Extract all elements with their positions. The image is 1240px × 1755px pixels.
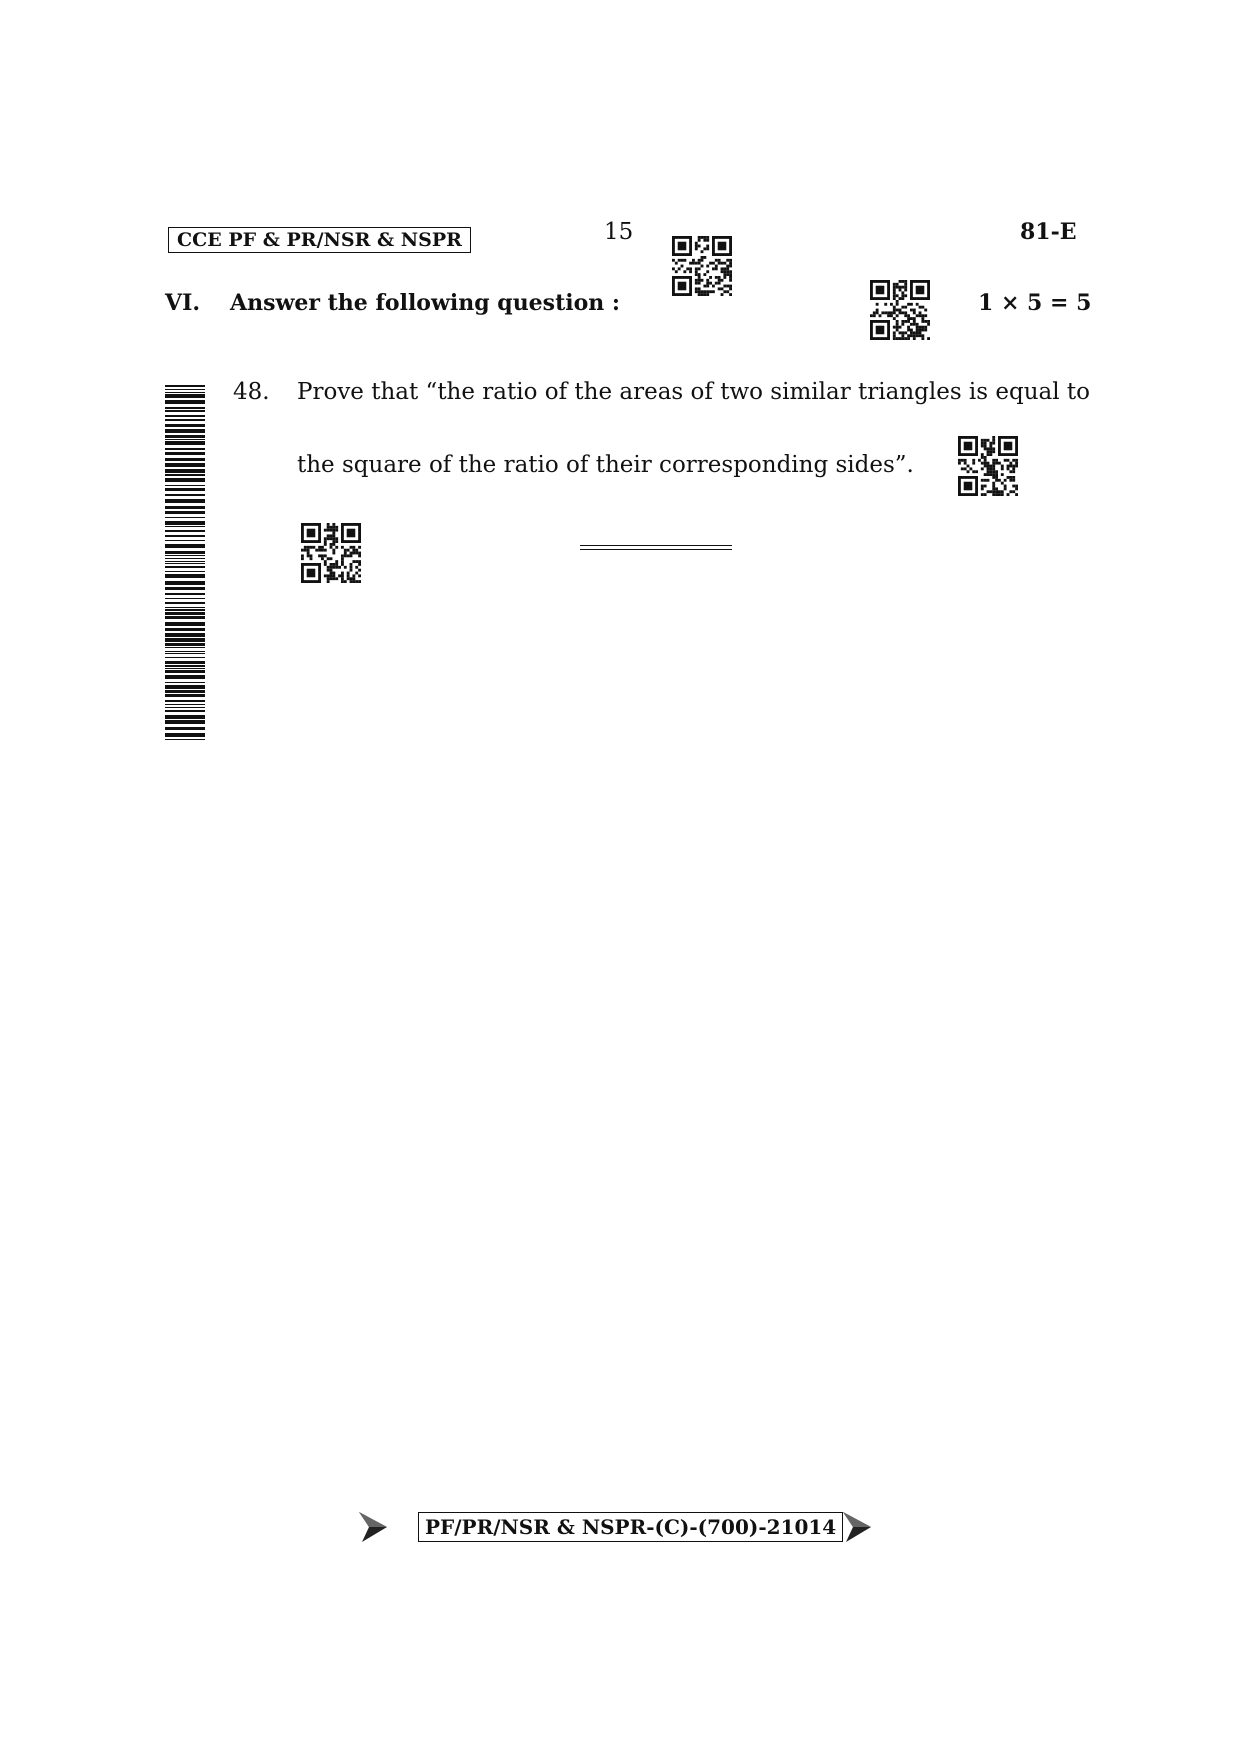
footer-code-box: PF/PR/NSR & NSPR-(C)-(700)-21014: [418, 1512, 843, 1542]
page-number: 15: [604, 219, 634, 245]
paper-code: 81-E: [1020, 219, 1077, 245]
qr-code-icon: [870, 280, 930, 340]
end-divider: [580, 545, 732, 550]
barcode-icon: [165, 385, 205, 740]
marks-scheme: 1 × 5 = 5: [978, 290, 1092, 316]
section-number: VI.: [165, 290, 201, 316]
question-text-line-1: Prove that “the ratio of the areas of two similar triangles is equal to: [297, 379, 1091, 405]
qr-code-icon: [958, 436, 1018, 496]
section-title: Answer the following question :: [230, 290, 621, 316]
qr-code-icon: [301, 523, 361, 583]
question-number: 48.: [233, 379, 270, 405]
arrow-right-icon: [358, 1510, 388, 1544]
question-text-line-2: the square of the ratio of their corresponding sides”.: [297, 452, 914, 478]
qr-code-icon: [672, 236, 732, 296]
arrow-right-icon: [842, 1510, 872, 1544]
series-box: CCE PF & PR/NSR & NSPR: [168, 227, 471, 253]
